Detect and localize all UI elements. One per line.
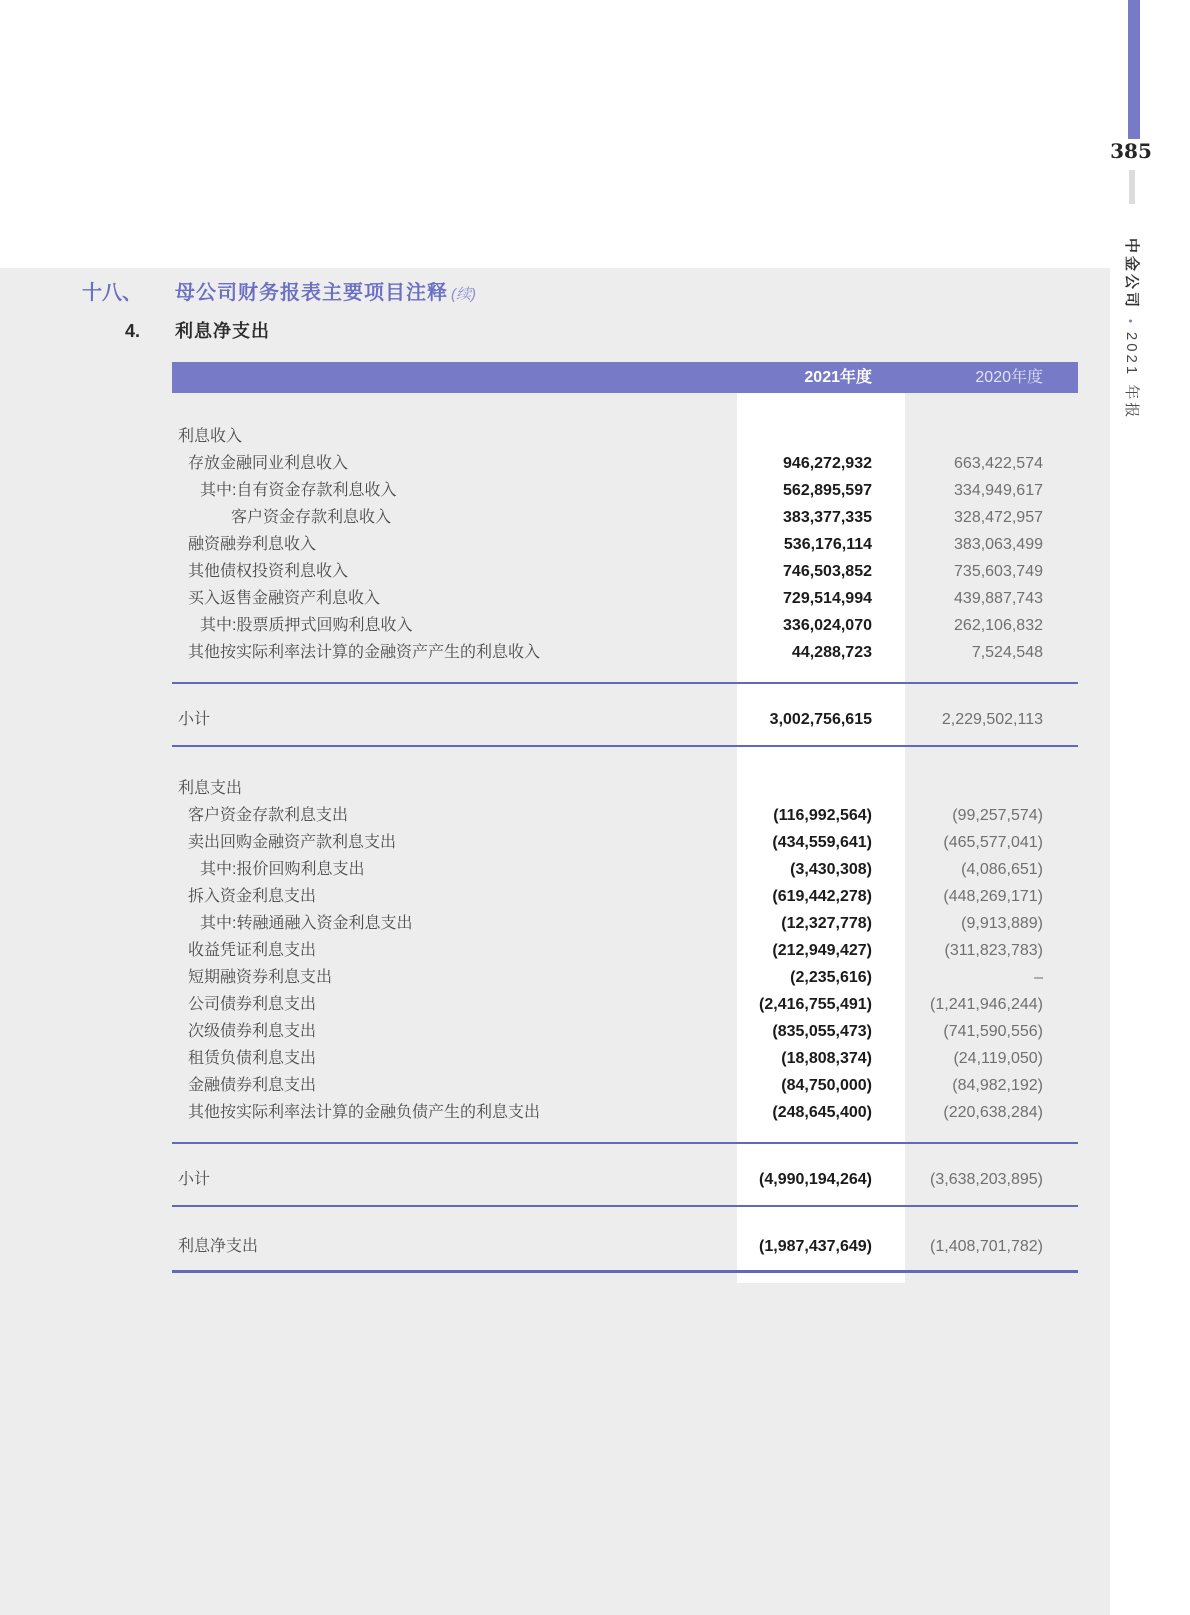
row-label: 金融债券利息支出	[188, 1077, 317, 1094]
row-label: 拆入资金利息支出	[188, 888, 317, 905]
row-label: 小计	[178, 711, 211, 728]
value-2021: 383,377,335	[783, 509, 872, 526]
value-2020: 7,524,548	[971, 644, 1043, 661]
side-caption-bullet-icon: •	[1124, 319, 1136, 323]
value-2020: 735,603,749	[954, 563, 1043, 580]
value-2021: (434,559,641)	[772, 834, 872, 851]
subtotal-row	[172, 1166, 1078, 1193]
table-row	[172, 558, 1078, 585]
value-2021: 562,895,597	[783, 482, 872, 499]
table-body	[172, 423, 1078, 1273]
value-2021: (212,949,427)	[772, 942, 872, 959]
row-label: 其中:报价回购利息支出	[200, 861, 365, 878]
value-2021: (84,750,000)	[781, 1077, 872, 1094]
side-caption-edition: 2021 年报	[1123, 331, 1140, 421]
table-row	[172, 964, 1078, 991]
value-2020: (465,577,041)	[943, 834, 1043, 851]
section-title	[82, 276, 476, 305]
table-row	[172, 639, 1078, 666]
value-2021: (12,327,778)	[781, 915, 872, 932]
value-2020: (448,269,171)	[943, 888, 1043, 905]
value-2020: 2,229,502,113	[941, 711, 1043, 728]
value-2020: 439,887,743	[954, 590, 1043, 607]
value-2020: (311,823,783)	[944, 942, 1043, 959]
row-label: 小计	[178, 1171, 211, 1188]
row-label: 次级债券利息支出	[188, 1023, 317, 1040]
table-row	[172, 450, 1078, 477]
table-row	[172, 937, 1078, 964]
value-2021: (18,808,374)	[781, 1050, 872, 1067]
value-2020: (220,638,284)	[943, 1104, 1043, 1121]
page-number-tick	[1129, 170, 1135, 204]
value-2021: (2,235,616)	[790, 969, 872, 986]
row-label: 其他按实际利率法计算的金融资产产生的利息收入	[188, 644, 541, 661]
section-header-row	[172, 775, 1078, 802]
value-2021: 336,024,070	[783, 617, 872, 634]
value-2020: –	[1034, 969, 1043, 986]
separator-line	[172, 1142, 1078, 1144]
value-2020: (4,086,651)	[961, 861, 1043, 878]
value-2021: 44,288,723	[791, 644, 872, 661]
section-title-text: 母公司财务报表主要项目注释	[175, 282, 448, 304]
value-2021: 946,272,932	[783, 455, 872, 472]
table-row	[172, 1045, 1078, 1072]
row-label: 客户资金存款利息支出	[188, 807, 349, 824]
row-label: 短期融资券利息支出	[188, 969, 333, 986]
interest-expense-table	[172, 362, 1078, 1273]
section-index: 十八、	[82, 282, 142, 304]
bottom-rule	[172, 1270, 1078, 1273]
table-row	[172, 910, 1078, 937]
section-title-suffix: (续)	[451, 286, 476, 303]
table-row	[172, 612, 1078, 639]
row-label: 利息净支出	[178, 1238, 259, 1255]
value-2020: 262,106,832	[954, 617, 1043, 634]
value-2020: 334,949,617	[954, 482, 1043, 499]
value-2021: (2,416,755,491)	[759, 996, 872, 1013]
value-2021: 3,002,756,615	[769, 711, 872, 728]
value-2020: 328,472,957	[954, 509, 1043, 526]
subtotal-row	[172, 706, 1078, 733]
page-edge-accent-bar	[1128, 0, 1140, 139]
row-label: 租赁负债利息支出	[188, 1050, 317, 1067]
row-label: 利息收入	[178, 428, 243, 445]
table-row	[172, 1018, 1078, 1045]
table-row	[172, 477, 1078, 504]
value-2020: (1,241,946,244)	[930, 996, 1043, 1013]
separator-line	[172, 682, 1078, 684]
table-row	[172, 1072, 1078, 1099]
value-2020: (84,982,192)	[952, 1077, 1043, 1094]
row-label: 融资融券利息收入	[188, 536, 317, 553]
value-2020: (9,913,889)	[961, 915, 1043, 932]
value-2020	[905, 423, 1078, 450]
value-2021: 729,514,994	[783, 590, 872, 607]
table-row	[172, 531, 1078, 558]
value-2021: (835,055,473)	[772, 1023, 872, 1040]
side-caption	[1122, 238, 1143, 420]
table-row	[172, 504, 1078, 531]
value-2021: (116,992,564)	[773, 807, 872, 824]
value-2020	[905, 775, 1078, 802]
value-2020: 663,422,574	[954, 455, 1043, 472]
row-label: 其他按实际利率法计算的金融负债产生的利息支出	[188, 1104, 541, 1121]
column-header-2021: 2021年度	[804, 369, 872, 386]
row-label: 其中:自有资金存款利息收入	[200, 482, 397, 499]
row-label: 利息支出	[178, 780, 243, 797]
row-label: 买入返售金融资产利息收入	[188, 590, 381, 607]
value-2020: (741,590,556)	[943, 1023, 1043, 1040]
table-row	[172, 585, 1078, 612]
table-row	[172, 883, 1078, 910]
value-2020: (1,408,701,782)	[930, 1238, 1043, 1255]
table-row	[172, 829, 1078, 856]
value-2021	[737, 423, 905, 450]
row-label: 其中:股票质押式回购利息收入	[200, 617, 413, 634]
table-row	[172, 991, 1078, 1018]
value-2021: (248,645,400)	[772, 1104, 872, 1121]
row-label: 收益凭证利息支出	[188, 942, 317, 959]
net-total-row	[172, 1233, 1078, 1260]
value-2020: (3,638,203,895)	[930, 1171, 1043, 1188]
table-row	[172, 856, 1078, 883]
side-caption-company: 中金公司	[1123, 238, 1140, 311]
value-2021: (619,442,278)	[772, 888, 872, 905]
row-label: 存放金融同业利息收入	[188, 455, 349, 472]
table-row	[172, 1099, 1078, 1126]
content-panel	[0, 268, 1110, 1615]
table-header-spacer	[172, 362, 737, 393]
value-2021: 536,176,114	[783, 536, 872, 553]
value-2021: (4,990,194,264)	[759, 1171, 872, 1188]
subsection-number: 4.	[125, 321, 141, 341]
row-label: 卖出回购金融资产款利息支出	[188, 834, 397, 851]
row-label: 公司债券利息支出	[188, 996, 317, 1013]
separator-line	[172, 1205, 1078, 1207]
subsection-title-text: 利息净支出	[175, 321, 270, 341]
table-header-row	[172, 362, 1078, 393]
row-label: 其他债权投资利息收入	[188, 563, 349, 580]
value-2021: (3,430,308)	[790, 861, 872, 878]
section-header-row	[172, 423, 1078, 450]
row-label: 其中:转融通融入资金利息支出	[200, 915, 413, 932]
value-2020: (24,119,050)	[953, 1050, 1043, 1067]
subsection-title	[125, 317, 270, 343]
table-row	[172, 802, 1078, 829]
value-2021: (1,987,437,649)	[759, 1238, 872, 1255]
page-number: 385	[1110, 139, 1152, 163]
column-header-2020: 2020年度	[975, 369, 1043, 386]
value-2021	[737, 775, 905, 802]
value-2020: (99,257,574)	[952, 807, 1043, 824]
value-2021: 746,503,852	[783, 563, 872, 580]
separator-line	[172, 745, 1078, 747]
value-2020: 383,063,499	[954, 536, 1043, 553]
row-label: 客户资金存款利息收入	[231, 509, 392, 526]
